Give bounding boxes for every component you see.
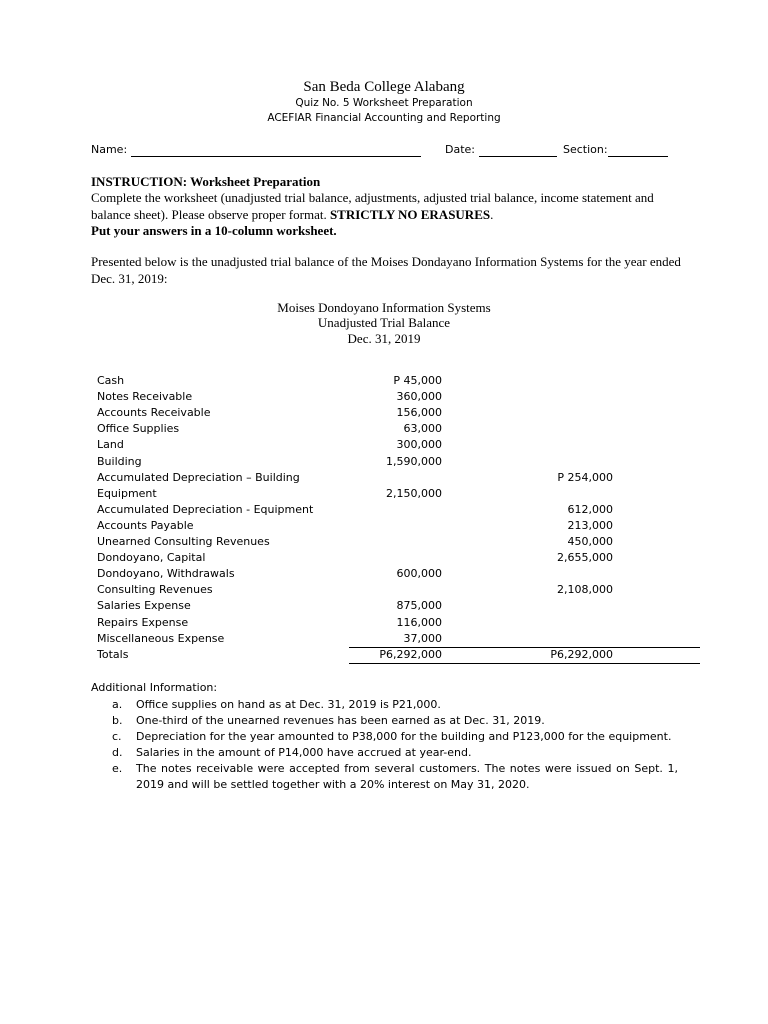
tb-row — [97, 567, 697, 583]
tb-row — [97, 455, 697, 471]
debit-amount: 1,590,000 — [386, 454, 442, 468]
debit-amount: 156,000 — [396, 406, 442, 420]
additional-info-item — [112, 761, 678, 793]
instruction-answer-format: Put your answers in a 10-column worksheet. — [91, 223, 337, 238]
debit-amount: 2,150,000 — [386, 486, 442, 500]
account-name: Building — [97, 454, 142, 468]
account-name: Land — [97, 438, 124, 452]
instruction-body — [91, 190, 681, 240]
tb-row — [97, 599, 697, 615]
tb-totals-row — [97, 648, 697, 664]
debit-amount: 875,000 — [396, 599, 442, 613]
statement-date: Dec. 31, 2019 — [347, 331, 421, 346]
item-letter: a. — [112, 698, 123, 711]
tb-row — [97, 616, 697, 632]
additional-info-item — [112, 745, 678, 761]
item-text: The notes receivable were accepted from several customers. The notes were issued on Sept. 1, 2019 and will be settled together with a 20% interest on May 31, 2020. — [136, 762, 678, 791]
section-label: Section: — [563, 143, 608, 156]
tb-row — [97, 583, 697, 599]
intro-paragraph: Presented below is the unadjusted trial balance of the Moises Dondayano Information Systems for the year ended Dec. 31, 2019: — [91, 254, 681, 286]
item-letter: d. — [112, 746, 123, 759]
debit-amount: 300,000 — [396, 438, 442, 452]
item-text: One-third of the unearned revenues has been earned as at Dec. 31, 2019. — [136, 714, 545, 727]
credit-amount: P 254,000 — [557, 470, 613, 484]
tb-row — [97, 471, 697, 487]
additional-info-item — [112, 697, 678, 713]
tb-row — [97, 519, 697, 535]
name-label: Name: — [91, 143, 128, 156]
credit-amount: 213,000 — [567, 518, 613, 532]
credit-amount: 2,655,000 — [557, 551, 613, 565]
additional-info-heading: Additional Information: — [91, 681, 218, 694]
tb-row — [97, 632, 697, 648]
date-field[interactable] — [445, 143, 557, 157]
totals-top-rule — [349, 647, 700, 648]
account-name: Dondoyano, Withdrawals — [97, 567, 235, 581]
item-letter: b. — [112, 714, 123, 727]
item-text: Salaries in the amount of P14,000 have accrued at year-end. — [136, 746, 472, 759]
tb-row — [97, 551, 697, 567]
instruction-heading: INSTRUCTION: Worksheet Preparation — [91, 174, 321, 189]
account-name: Accounts Receivable — [97, 406, 211, 420]
tb-row — [97, 422, 697, 438]
tb-row — [97, 503, 697, 519]
item-letter: c. — [112, 730, 122, 743]
course-title: ACEFIAR Financial Accounting and Reporting — [267, 112, 501, 124]
credit-amount: 612,000 — [567, 502, 613, 516]
date-label: Date: — [445, 143, 475, 156]
instruction-period: . — [490, 206, 494, 222]
additional-info-item — [112, 729, 678, 745]
debit-amount: 37,000 — [403, 631, 442, 645]
name-blank[interactable] — [131, 143, 421, 157]
account-name: Unearned Consulting Revenues — [97, 535, 270, 548]
account-name: Accumulated Depreciation – Building — [97, 470, 300, 484]
account-name: Office Supplies — [97, 422, 180, 436]
account-name: Totals — [97, 647, 129, 661]
item-text: Office supplies on hand as at Dec. 31, 2019 is P21,000. — [136, 698, 441, 711]
tb-row — [97, 438, 697, 454]
tb-row — [97, 390, 697, 406]
additional-info-list — [112, 697, 678, 793]
account-name: Consulting Revenues — [97, 583, 213, 597]
tb-row — [97, 406, 697, 422]
tb-row — [97, 487, 697, 503]
debit-amount: 116,000 — [396, 615, 442, 629]
account-name: Repairs Expense — [97, 615, 189, 629]
date-blank[interactable] — [479, 143, 557, 157]
statement-title: Unadjusted Trial Balance — [317, 315, 451, 330]
debit-amount: 360,000 — [396, 390, 442, 404]
item-letter: e. — [112, 762, 123, 775]
company-name: Moises Dondoyano Information Systems — [277, 300, 491, 315]
account-name: Equipment — [97, 486, 157, 500]
credit-amount: 2,108,000 — [557, 583, 613, 597]
debit-amount: P6,292,000 — [379, 647, 442, 661]
debit-amount: 600,000 — [396, 567, 442, 581]
section-blank[interactable] — [608, 143, 668, 157]
additional-info-item — [112, 713, 678, 729]
instruction-emphasis: STRICTLY NO ERASURES — [329, 206, 491, 222]
item-text: Depreciation for the year amounted to P38,000 for the building and P123,000 for the equipment. — [136, 730, 672, 743]
section-field[interactable] — [563, 143, 668, 157]
account-name: Notes Receivable — [97, 390, 193, 404]
account-name: Cash — [97, 374, 125, 387]
credit-amount: 450,000 — [567, 535, 613, 548]
tb-row — [97, 535, 697, 551]
credit-amount: P6,292,000 — [550, 647, 613, 661]
totals-bottom-rule — [349, 663, 700, 664]
debit-amount: 63,000 — [403, 422, 442, 436]
debit-amount: P 45,000 — [393, 374, 442, 387]
account-name: Accounts Payable — [97, 518, 194, 532]
school-name: San Beda College Alabang — [303, 79, 465, 95]
account-name: Miscellaneous Expense — [97, 631, 225, 645]
account-name: Dondoyano, Capital — [97, 551, 206, 565]
account-name: Accumulated Depreciation - Equipment — [97, 502, 314, 516]
quiz-title: Quiz No. 5 Worksheet Preparation — [295, 97, 473, 109]
tb-row — [97, 374, 697, 390]
name-field[interactable] — [91, 143, 421, 157]
instruction-text: Complete the worksheet (unadjusted trial balance, adjustments, adjusted trial balance, income statement and balance sheet). Please observe proper format. — [91, 190, 654, 222]
account-name: Salaries Expense — [97, 599, 191, 613]
